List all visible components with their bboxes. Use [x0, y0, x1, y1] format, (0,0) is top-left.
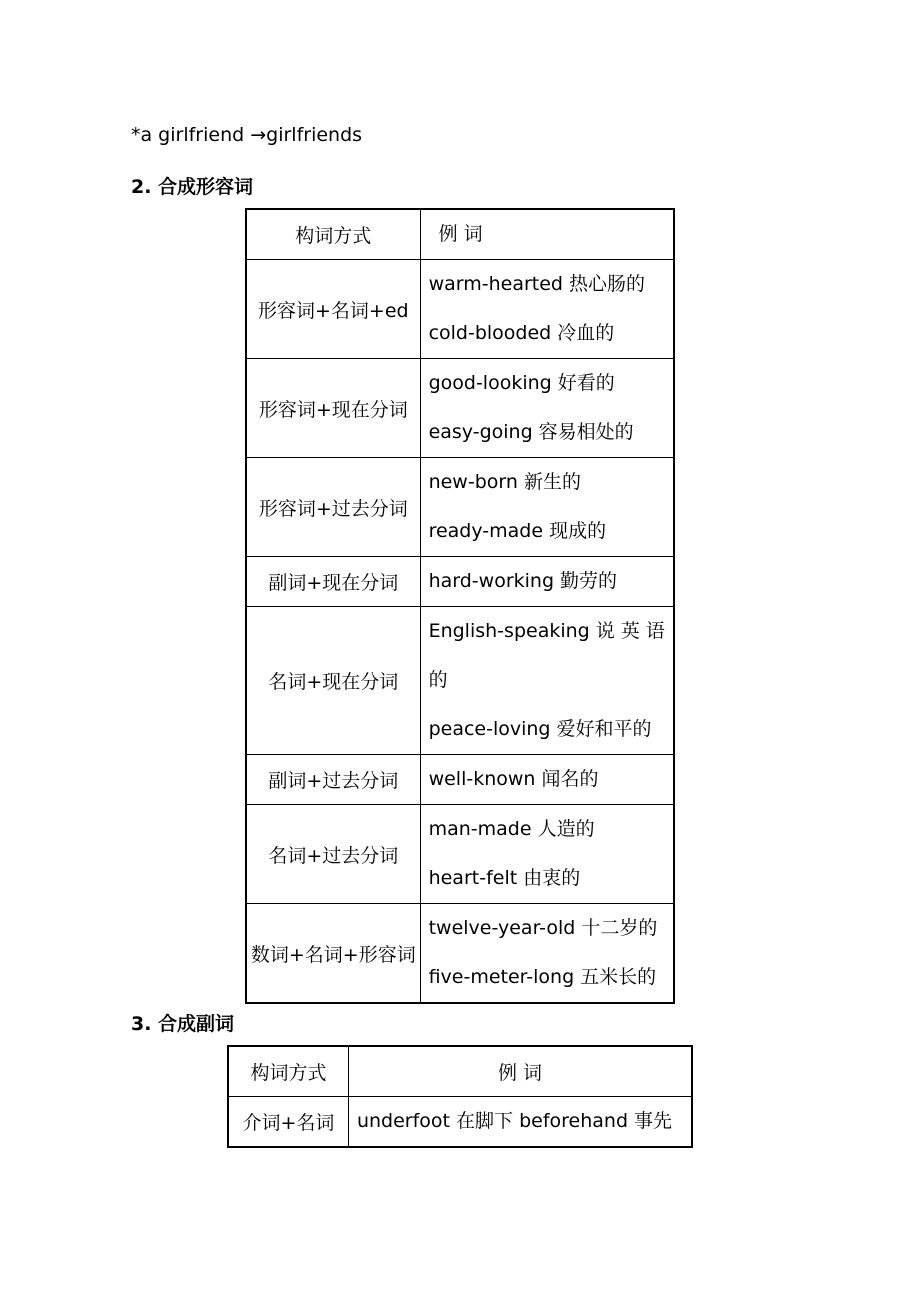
example-line: well-known 闻名的	[428, 768, 599, 790]
table-row	[246, 458, 674, 557]
section-3-heading: 3. 合成副词	[131, 1013, 235, 1035]
examples-cell	[420, 755, 674, 805]
method-cell: 名词+过去分词	[246, 805, 420, 904]
example-line: man-made 人造的	[428, 818, 595, 840]
compound-adverb-table	[227, 1045, 693, 1148]
method-cell: 形容词+名词+ed	[246, 260, 420, 359]
note-line: *a girlfriend →girlfriends	[131, 124, 363, 146]
table-row	[246, 359, 674, 458]
table-row	[246, 805, 674, 904]
example-line: cold-blooded 冷血的	[428, 322, 615, 344]
example-line: hard-working 勤劳的	[428, 570, 618, 592]
section-2-heading: 2. 合成形容词	[131, 176, 254, 198]
examples-cell	[420, 805, 674, 904]
example-line: peace-loving 爱好和平的	[428, 718, 652, 740]
header-method: 构词方式	[228, 1046, 348, 1096]
example-line: warm-hearted 热心肠的	[428, 273, 646, 295]
header-method: 构词方式	[246, 209, 420, 260]
compound-adjective-table	[245, 208, 675, 1004]
table-header-row	[228, 1046, 692, 1096]
method-cell: 形容词+现在分词	[246, 359, 420, 458]
table-row	[246, 557, 674, 607]
example-line: ready-made 现成的	[428, 520, 607, 542]
examples-cell	[420, 557, 674, 607]
examples-cell	[348, 1096, 692, 1147]
table-header-row	[246, 209, 674, 260]
method-cell: 副词+现在分词	[246, 557, 420, 607]
table-row	[246, 260, 674, 359]
method-cell: 数词+名词+形容词	[246, 904, 420, 1004]
example-line: five-meter-long 五米长的	[428, 966, 657, 988]
example-line: new-born 新生的	[428, 471, 581, 493]
examples-cell	[420, 260, 674, 359]
example-line: English-speaking 说 英 语	[428, 620, 665, 642]
example-line: twelve-year-old 十二岁的	[428, 917, 658, 939]
header-examples: 例 词	[420, 209, 674, 260]
method-cell: 名词+现在分词	[246, 607, 420, 755]
header-examples: 例 词	[348, 1046, 692, 1096]
example-line: good-looking 好看的	[428, 372, 615, 394]
example-line: underfoot 在脚下 beforehand 事先	[356, 1109, 673, 1132]
example-line: easy-going 容易相处的	[428, 421, 634, 443]
table-row	[246, 904, 674, 1004]
table-row	[246, 607, 674, 755]
method-cell: 介词+名词	[228, 1096, 348, 1147]
examples-cell	[420, 458, 674, 557]
method-cell: 形容词+过去分词	[246, 458, 420, 557]
method-cell: 副词+过去分词	[246, 755, 420, 805]
examples-cell	[420, 359, 674, 458]
example-line: heart-felt 由衷的	[428, 867, 581, 889]
examples-cell	[420, 607, 674, 755]
examples-cell	[420, 904, 674, 1004]
table-row	[246, 755, 674, 805]
table-row	[228, 1096, 692, 1147]
example-line: 的	[428, 669, 448, 691]
